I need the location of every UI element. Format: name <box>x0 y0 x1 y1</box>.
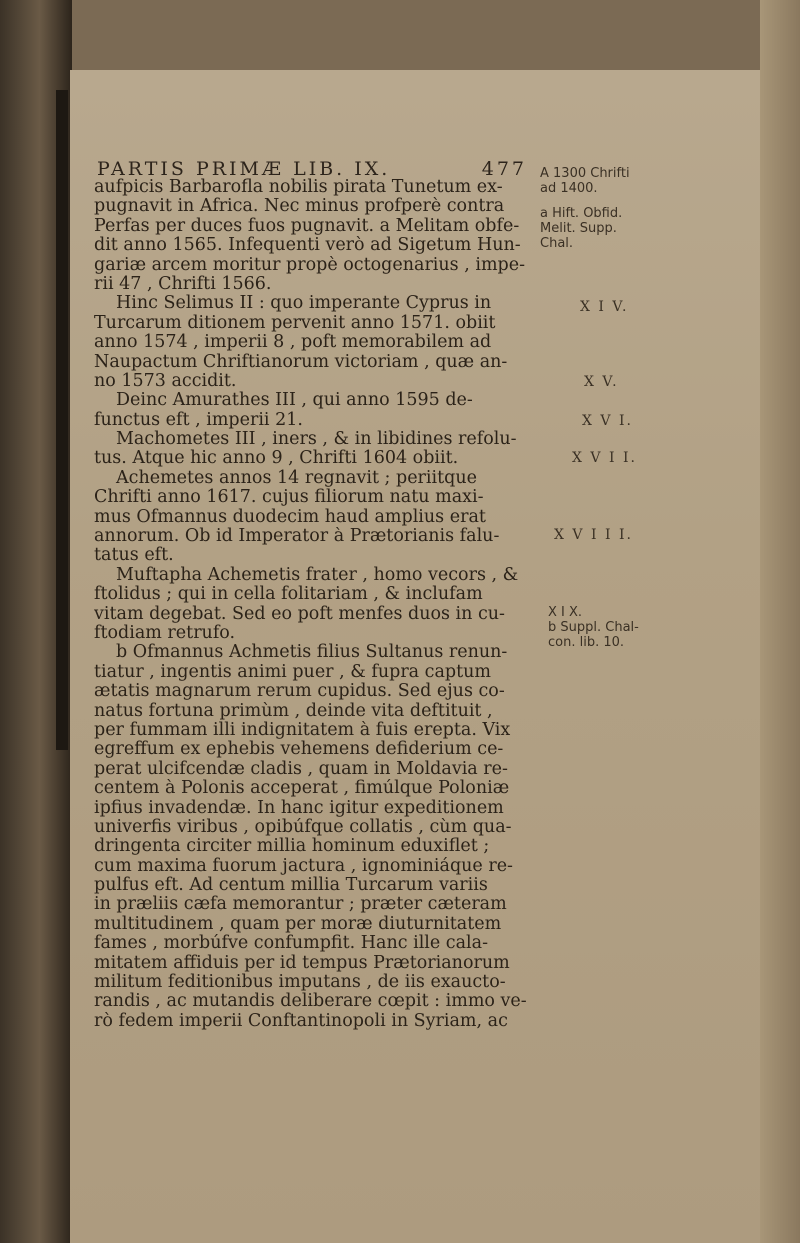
text-line: dit anno 1565. Infequenti verò ad Sigetum Hun- <box>94 236 521 256</box>
text-line: anno 1574 , imperii 8 , poft memorabilem ad <box>94 333 492 353</box>
text-line: Achemetes annos 14 regnavit ; periitque <box>116 468 477 488</box>
body-text <box>94 178 534 1031</box>
text-line: functus eft , imperii 21. <box>94 410 303 430</box>
page-edge <box>760 0 800 1243</box>
text-line: egreffum ex ephebis vehemens defiderium ce- <box>94 740 504 760</box>
running-head <box>97 158 527 180</box>
text-line: multitudinem , quam per moræ diuturnitatem <box>94 914 502 934</box>
text-line: randis , ac mutandis deliberare cœpit : immo ve- <box>94 992 527 1012</box>
text-line: gariæ arcem moritur propè octogenarius , impe- <box>94 255 526 275</box>
text-line: tiatur , ingentis animi puer , & fupra captum <box>94 662 492 682</box>
text-line: Perfas per duces fuos pugnavit. a Melitam obfe- <box>94 216 520 236</box>
text-line: Turcarum ditionem pervenit anno 1571. obiit <box>94 313 496 333</box>
text-line: fames , morbúfve confumpfit. Hanc ille cala- <box>94 934 488 954</box>
text-line: Chrifti anno 1617. cujus filiorum natu maxi- <box>94 488 484 508</box>
text-line: pugnavit in Africa. Nec minus profperè contra <box>94 197 505 217</box>
margin-note-numeral: X V I. <box>582 413 633 429</box>
text-line: Hinc Selimus II : quo imperante Cyprus in <box>116 294 492 314</box>
margin-note-source: a Hift. Obfid. Melit. Supp. Chal. <box>540 206 623 251</box>
text-line: per fummam illi indignitatem à fuis erepta. Vix <box>94 720 511 740</box>
margin-note-numeral: X V. <box>584 374 619 390</box>
text-line: no 1573 accidit. <box>94 371 237 391</box>
text-line: ipfius invadendæ. In hanc igitur expeditionem <box>94 798 504 818</box>
page-number: 477 <box>481 158 527 180</box>
text-line: annorum. Ob id Imperator à Prætorianis falu- <box>94 527 500 547</box>
text-line: pulfus eft. Ad centum millia Turcarum variis <box>94 876 488 896</box>
margin-note-numeral: X V I I I. <box>554 527 633 543</box>
text-line: vitam degebat. Sed eo poft menfes duos in cu- <box>94 604 505 624</box>
text-line: tatus eft. <box>94 546 174 566</box>
text-line: rii 47 , Chrifti 1566. <box>94 274 272 294</box>
text-line: Machometes III , iners , & in libidines refolu- <box>116 430 517 450</box>
text-line: b Ofmannus Achmetis filius Sultanus renun- <box>116 643 508 663</box>
text-line: ætatis magnarum rerum cupidus. Sed ejus co- <box>94 682 505 702</box>
text-line: natus fortuna primùm , deinde vita deftituit , <box>94 701 493 721</box>
text-line: Deinc Amurathes III , qui anno 1595 de- <box>116 391 473 411</box>
margin-note-source: X I X. b Suppl. Chal- con. lib. 10. <box>548 605 639 650</box>
text-line: univerfis viribus , opibúfque collatis , cùm qua- <box>94 817 512 837</box>
text-line: centem à Polonis acceperat , fimúlque Poloniæ <box>94 779 510 799</box>
text-line: dringenta circiter millia hominum eduxiflet ; <box>94 837 490 857</box>
text-line: rò fedem imperii Conftantinopoli in Syriam, ac <box>94 1011 508 1031</box>
text-line: perat ulcifcendæ cladis , quam in Moldavia re- <box>94 759 508 779</box>
text-line: in præliis cæfa memorantur ; præter cæteram <box>94 895 507 915</box>
text-line: aufpicis Barbarofla nobilis pirata Tunetum ex- <box>94 178 503 197</box>
text-line: Muftapha Achemetis frater , homo vecors , & <box>116 565 519 585</box>
margin-note-dates: A 1300 Chrifti ad 1400. <box>540 166 630 196</box>
binding-shadow <box>56 90 68 750</box>
text-line: ftolidus ; qui in cella folitariam , & inclufam <box>94 585 483 605</box>
margin-note-numeral: X V I I. <box>572 450 637 466</box>
text-line: tus. Atque hic anno 9 , Chrifti 1604 obiit. <box>94 449 459 469</box>
text-line: mitatem affiduis per id tempus Prætorianorum <box>94 953 510 973</box>
text-line: ftodiam retrufo. <box>94 623 236 643</box>
text-line: mus Ofmannus duodecim haud amplius erat <box>94 507 486 527</box>
running-head-title: PARTIS PRIMÆ LIB. IX. <box>97 158 391 180</box>
text-line: militum feditionibus imputans , de iis exaucto- <box>94 973 506 993</box>
margin-note-numeral: X I V. <box>580 299 629 315</box>
text-line: Naupactum Chriftianorum victoriam , quæ an- <box>94 352 508 372</box>
text-line: cum maxima fuorum jactura , ignominiáque re- <box>94 856 513 876</box>
